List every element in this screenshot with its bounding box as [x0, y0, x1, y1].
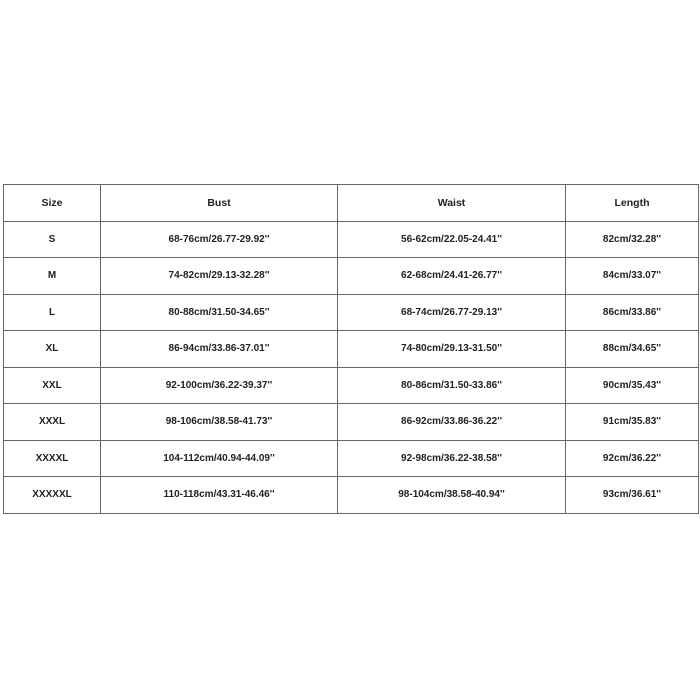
cell-waist: 86-92cm/33.86-36.22'' [338, 404, 566, 441]
cell-size: XXXL [4, 404, 101, 441]
header-length: Length [566, 185, 699, 222]
cell-size: S [4, 221, 101, 258]
table-row [4, 440, 699, 477]
table-row [4, 404, 699, 441]
cell-waist: 68-74cm/26.77-29.13'' [338, 294, 566, 331]
cell-bust: 110-118cm/43.31-46.46'' [101, 477, 338, 514]
cell-length: 90cm/35.43'' [566, 367, 699, 404]
cell-size: XL [4, 331, 101, 368]
cell-length: 91cm/35.83'' [566, 404, 699, 441]
cell-size: M [4, 258, 101, 295]
cell-bust: 86-94cm/33.86-37.01'' [101, 331, 338, 368]
table-row [4, 221, 699, 258]
cell-bust: 68-76cm/26.77-29.92'' [101, 221, 338, 258]
cell-bust: 104-112cm/40.94-44.09'' [101, 440, 338, 477]
cell-bust: 80-88cm/31.50-34.65'' [101, 294, 338, 331]
cell-length: 86cm/33.86'' [566, 294, 699, 331]
cell-size: XXL [4, 367, 101, 404]
cell-waist: 92-98cm/36.22-38.58'' [338, 440, 566, 477]
cell-bust: 92-100cm/36.22-39.37'' [101, 367, 338, 404]
cell-size: XXXXL [4, 440, 101, 477]
cell-waist: 98-104cm/38.58-40.94'' [338, 477, 566, 514]
cell-size: L [4, 294, 101, 331]
cell-length: 92cm/36.22'' [566, 440, 699, 477]
header-waist: Waist [338, 185, 566, 222]
cell-length: 88cm/34.65'' [566, 331, 699, 368]
cell-length: 93cm/36.61'' [566, 477, 699, 514]
cell-waist: 56-62cm/22.05-24.41'' [338, 221, 566, 258]
cell-waist: 62-68cm/24.41-26.77'' [338, 258, 566, 295]
table-row [4, 294, 699, 331]
cell-size: XXXXXL [4, 477, 101, 514]
size-chart-table [3, 184, 699, 514]
cell-waist: 74-80cm/29.13-31.50'' [338, 331, 566, 368]
cell-length: 84cm/33.07'' [566, 258, 699, 295]
cell-bust: 98-106cm/38.58-41.73'' [101, 404, 338, 441]
table-row [4, 258, 699, 295]
cell-length: 82cm/32.28'' [566, 221, 699, 258]
cell-waist: 80-86cm/31.50-33.86'' [338, 367, 566, 404]
table-row [4, 331, 699, 368]
cell-bust: 74-82cm/29.13-32.28'' [101, 258, 338, 295]
table-row [4, 367, 699, 404]
table-row [4, 477, 699, 514]
header-bust: Bust [101, 185, 338, 222]
header-size: Size [4, 185, 101, 222]
table-header-row [4, 185, 699, 222]
